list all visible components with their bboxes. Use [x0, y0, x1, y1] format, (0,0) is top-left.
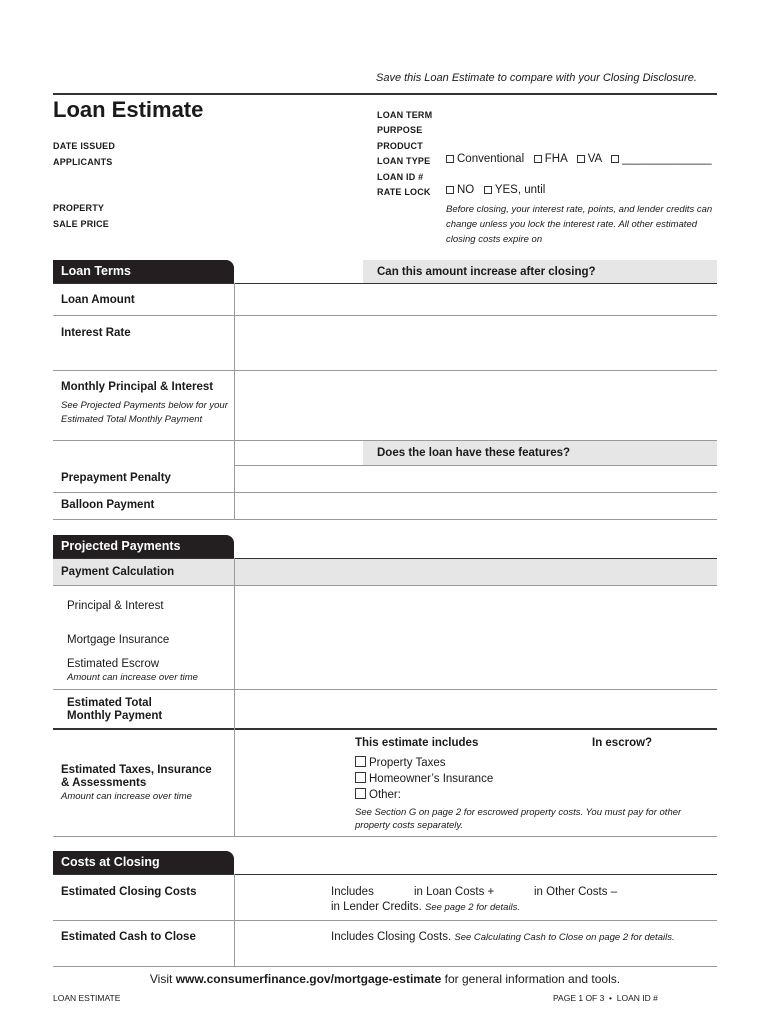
rule [53, 874, 717, 875]
principal-interest-label: Principal & Interest [67, 600, 164, 612]
conventional-label: Conventional [457, 153, 525, 165]
estimated-total-line: Estimated Total [67, 697, 152, 709]
cc-other-costs: in Other Costs – [534, 886, 618, 898]
loan-amount-label: Loan Amount [61, 294, 135, 306]
rate-lock-options [446, 184, 545, 196]
other-loan-type-blank: ______________ [622, 153, 712, 165]
mortgage-insurance-label: Mortgage Insurance [67, 634, 170, 646]
rate-lock-note [446, 202, 712, 247]
monthly-pi-note-line: Estimated Total Monthly Payment [61, 414, 203, 425]
balloon-payment-label: Balloon Payment [61, 499, 155, 511]
footer-visit-tail: for general information and tools. [444, 972, 621, 986]
footer-right: PAGE 1 OF 3 • LOAN ID # [553, 993, 658, 1003]
other-loan-type-checkbox[interactable] [611, 155, 619, 163]
rule [53, 519, 717, 520]
header-rule [53, 93, 717, 95]
save-note: Save this Loan Estimate to compare with your Closing Disclosure. [376, 72, 697, 84]
features-question: Does the loan have these features? [377, 447, 571, 459]
other-checkbox[interactable] [355, 788, 366, 799]
estimated-total-label [67, 697, 162, 723]
product-label: PRODUCT [377, 141, 423, 151]
sale-price-label: SALE PRICE [53, 219, 110, 229]
cash-includes-line [331, 931, 675, 943]
fha-label: FHA [544, 153, 568, 165]
footer-visit-text: Visit [149, 972, 173, 986]
rate-lock-note-line: change unless you lock the interest rate. All other estimated [446, 219, 698, 230]
estimate-includes-head: This estimate includes [355, 737, 479, 749]
cc-lender-credits-line [331, 901, 520, 913]
costs-at-closing-tab: Costs at Closing [53, 851, 234, 874]
estimated-escrow-label: Estimated Escrow [67, 658, 160, 670]
purpose-label: PURPOSE [377, 125, 423, 135]
estimated-closing-costs-label: Estimated Closing Costs [61, 886, 197, 898]
cash-includes: Includes Closing Costs. [331, 931, 452, 943]
rule [53, 920, 717, 921]
loan-type-label: LOAN TYPE [377, 156, 431, 166]
date-issued-label: DATE ISSUED [53, 141, 116, 151]
fha-checkbox[interactable] [534, 155, 542, 163]
escrow-note: Amount can increase over time [67, 672, 198, 683]
rate-lock-no-checkbox[interactable] [446, 186, 454, 194]
rule [53, 492, 717, 493]
rate-lock-yes-label: YES, until [494, 184, 546, 196]
conventional-checkbox[interactable] [446, 155, 454, 163]
property-taxes-item [355, 756, 446, 769]
rate-lock-label: RATE LOCK [377, 187, 431, 197]
interest-rate-label: Interest Rate [61, 327, 131, 339]
loan-id-label: LOAN ID # [377, 172, 424, 182]
rule [53, 585, 717, 586]
taxes-note: Amount can increase over time [61, 791, 192, 802]
section-g-note-line: property costs separately. [355, 820, 464, 831]
cc-includes: Includes [331, 886, 374, 898]
taxes-label-line: & Assessments [61, 777, 147, 789]
loan-term-label: LOAN TERM [377, 110, 433, 120]
footer-visit [0, 972, 770, 986]
page-title: Loan Estimate [53, 97, 204, 122]
property-taxes-checkbox[interactable] [355, 756, 366, 767]
monthly-pi-note-line: See Projected Payments below for your [61, 400, 228, 411]
rule [53, 728, 717, 730]
homeowners-insurance-item [355, 772, 493, 785]
column-divider [234, 558, 235, 837]
taxes-label-line: Estimated Taxes, Insurance [61, 764, 212, 776]
projected-payments-tab: Projected Payments [53, 535, 234, 558]
prepayment-penalty-label: Prepayment Penalty [61, 472, 171, 484]
property-label: PROPERTY [53, 203, 105, 213]
rate-lock-yes-checkbox[interactable] [484, 186, 492, 194]
taxes-label [61, 764, 212, 790]
estimated-total-line: Monthly Payment [67, 710, 163, 722]
footer-url-link[interactable]: www.consumerfinance.gov/mortgage-estimate [175, 972, 442, 986]
rule [53, 836, 717, 837]
increase-question: Can this amount increase after closing? [377, 266, 596, 278]
footer-left: LOAN ESTIMATE [53, 993, 121, 1003]
rule [53, 370, 717, 371]
loan-terms-tab: Loan Terms [53, 260, 234, 283]
rule [234, 465, 717, 466]
rate-lock-note-line: closing costs expire on [446, 234, 543, 245]
other-label: Other: [369, 789, 401, 801]
rule [53, 315, 717, 316]
rate-lock-note-line: Before closing, your interest rate, points, and lender credits can [446, 204, 713, 215]
cc-see-note: See page 2 for details. [424, 902, 521, 913]
homeowners-insurance-checkbox[interactable] [355, 772, 366, 783]
rule [53, 283, 717, 284]
column-divider [234, 283, 235, 520]
estimated-cash-to-close-label: Estimated Cash to Close [61, 931, 196, 943]
homeowners-insurance-label: Homeowner’s Insurance [369, 773, 494, 785]
cc-loan-costs: in Loan Costs + [414, 886, 495, 898]
rate-lock-no-label: NO [457, 184, 475, 196]
section-g-note [355, 806, 681, 832]
payment-calculation-label: Payment Calculation [61, 566, 175, 578]
property-taxes-label: Property Taxes [369, 757, 446, 769]
va-label: VA [587, 153, 602, 165]
monthly-pi-label: Monthly Principal & Interest [61, 381, 214, 393]
loan-type-options [446, 153, 712, 165]
monthly-pi-note [61, 399, 228, 427]
va-checkbox[interactable] [577, 155, 585, 163]
cc-lender-credits: in Lender Credits. [331, 901, 422, 913]
in-escrow-head: In escrow? [592, 737, 653, 749]
column-divider [234, 874, 235, 967]
section-g-note-line: See Section G on page 2 for escrowed property costs. You must pay for other [355, 807, 682, 818]
rule [53, 689, 717, 690]
cash-see-note: See Calculating Cash to Close on page 2 for details. [454, 932, 675, 943]
other-item [355, 788, 401, 801]
rule [53, 966, 717, 967]
applicants-label: APPLICANTS [53, 157, 113, 167]
